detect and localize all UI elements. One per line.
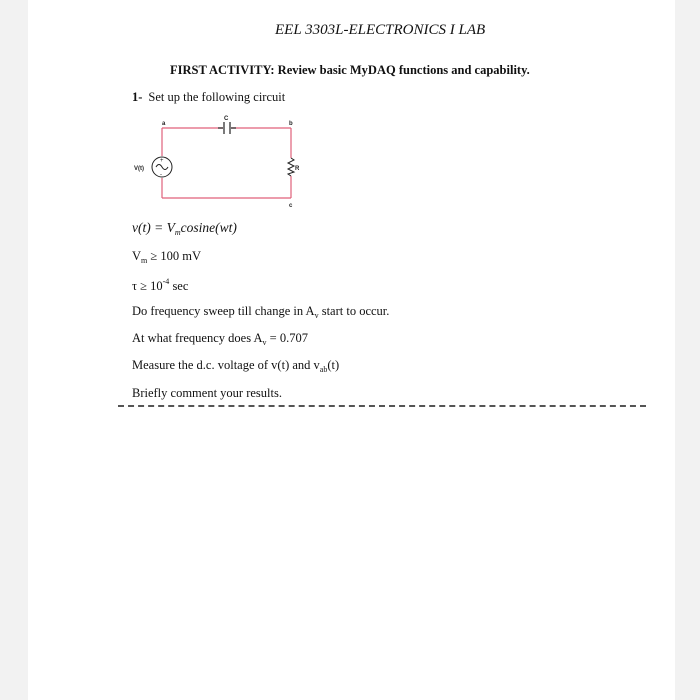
formula-vm-sub: m (174, 228, 181, 237)
freq-left: At what frequency does A (132, 331, 263, 345)
resistor-symbol (288, 158, 294, 176)
measure-instruction (132, 358, 339, 374)
activity-heading: FIRST ACTIVITY: Review basic MyDAQ functions and capability. (170, 63, 530, 77)
node-a-label: a (162, 121, 166, 127)
voltage-formula (132, 220, 237, 237)
dashed-divider (118, 405, 646, 407)
circuit-wires (162, 128, 291, 198)
formula-rest: cosine(wt) (180, 220, 237, 235)
sweep-sub: v (314, 311, 319, 320)
formula-vm: V (166, 220, 175, 235)
document-page (28, 0, 675, 700)
svg-text:-: - (160, 172, 162, 178)
vm-symbol: V (132, 249, 142, 263)
sweep-instruction (132, 304, 389, 320)
ac-source-symbol (152, 157, 172, 178)
freq-sub: v (262, 338, 267, 347)
freq-right: = 0.707 (266, 331, 308, 345)
step-one (132, 90, 285, 105)
vm-sub: m (141, 256, 148, 265)
step-number: 1- (132, 90, 143, 104)
lab-title: EEL 3303L-ELECTRONICS I LAB (275, 22, 486, 38)
formula-v: v(t) = (132, 220, 167, 235)
capacitor-symbol (218, 122, 236, 134)
tau-condition (132, 277, 188, 294)
resistor-label: R (295, 166, 300, 172)
svg-text:+: + (160, 158, 164, 164)
step-text: Set up the following circuit (148, 90, 286, 104)
vm-rest: ≥ 100 mV (147, 249, 202, 263)
source-label: V(t) (134, 166, 144, 172)
measure-right: (t) (327, 358, 340, 372)
node-b-label: b (289, 121, 293, 127)
vm-condition (132, 249, 201, 265)
tau-exp: -4 (162, 277, 170, 286)
capacitor-label: C (224, 116, 229, 122)
circuit-diagram (128, 112, 308, 212)
frequency-question (132, 331, 308, 347)
sweep-left: Do frequency sweep till change in A (132, 304, 315, 318)
measure-sub: ab (319, 365, 328, 374)
tau-left: τ ≥ 10 (132, 279, 163, 293)
node-c-label: c (289, 203, 293, 209)
comment-instruction: Briefly comment your results. (132, 386, 282, 400)
sweep-right: start to occur. (318, 304, 390, 318)
tau-right: sec (169, 279, 189, 293)
measure-left: Measure the d.c. voltage of v(t) and v (132, 358, 320, 372)
